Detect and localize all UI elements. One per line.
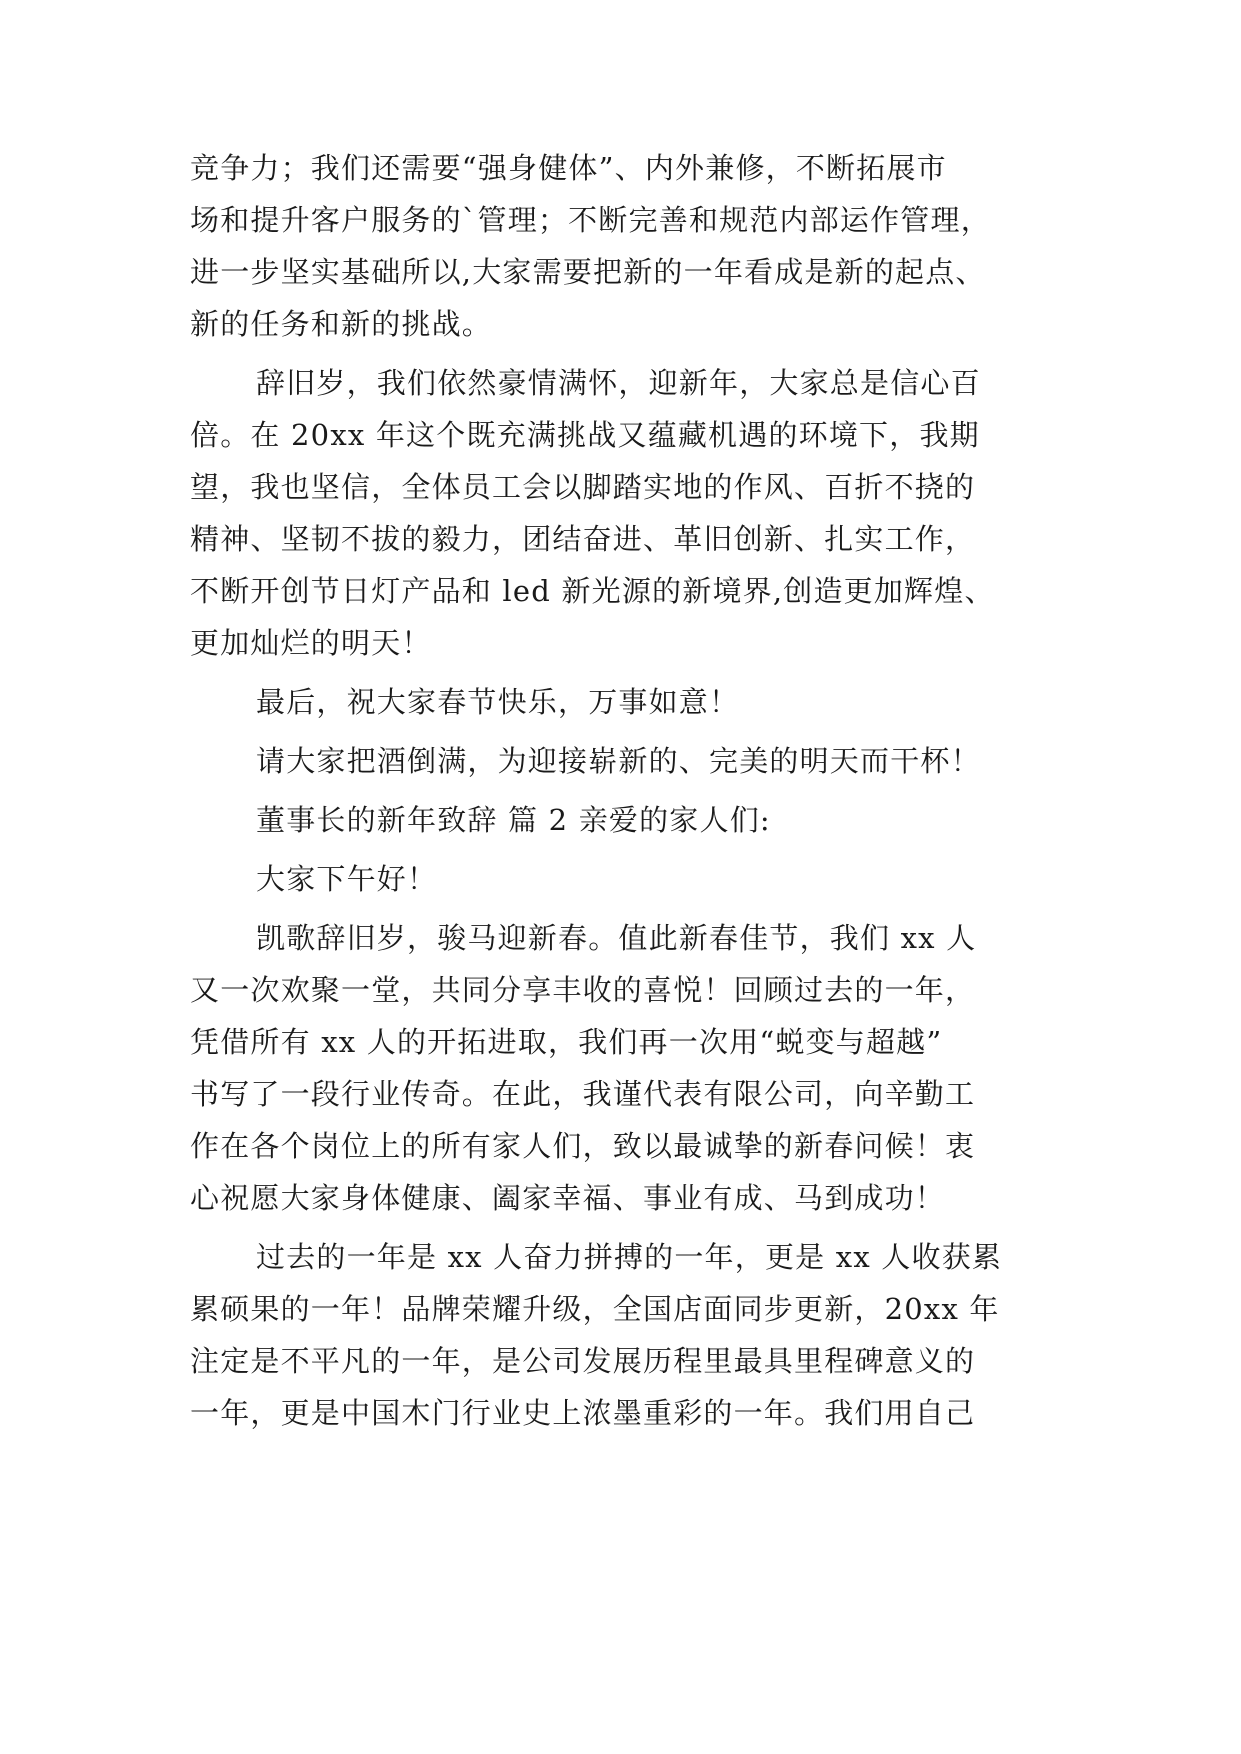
paragraph-start-line: 辞旧岁，我们依然豪情满怀，迎新年，大家总是信心百 — [256, 366, 981, 400]
text-line: 注定是不平凡的一年，是公司发展历程里最具里程碑意义的 — [190, 1344, 976, 1378]
paragraph-start-line: 凯歌辞旧岁，骏马迎新春。值此新春佳节，我们 xx 人 — [256, 921, 977, 955]
text-line: 不断开创节日灯产品和 led 新光源的新境界,创造更加辉煌、 — [190, 574, 995, 608]
paragraph-start-line: 最后，祝大家春节快乐，万事如意！ — [256, 685, 740, 719]
text-line: 又一次欢聚一堂，共同分享丰收的喜悦！回顾过去的一年， — [190, 973, 976, 1007]
text-line: 作在各个岗位上的所有家人们，致以最诚挚的新春问候！衷 — [190, 1129, 976, 1163]
section-heading-line: 董事长的新年致辞 篇 2 亲爱的家人们: — [256, 803, 771, 837]
text-line: 心祝愿大家身体健康、阖家幸福、事业有成、马到成功！ — [190, 1181, 946, 1215]
text-line: 累硕果的一年！品牌荣耀升级，全国店面同步更新，20xx 年 — [190, 1292, 1000, 1326]
text-line: 一年，更是中国木门行业史上浓墨重彩的一年。我们用自己 — [190, 1396, 976, 1430]
greeting-line: 大家下午好！ — [256, 862, 438, 896]
text-line: 竞争力；我们还需要“强身健体”、内外兼修，不断拓展市 — [190, 151, 947, 185]
paragraph-start-line: 请大家把酒倒满，为迎接崭新的、完美的明天而干杯！ — [256, 744, 981, 778]
text-line: 凭借所有 xx 人的开拓进取，我们再一次用“蜕变与超越” — [190, 1025, 943, 1059]
text-line: 新的任务和新的挑战。 — [190, 307, 493, 341]
text-line: 倍。在 20xx 年这个既充满挑战又蕴藏机遇的环境下，我期 — [190, 418, 980, 452]
text-line: 进一步坚实基础所以,大家需要把新的一年看成是新的起点、 — [190, 255, 986, 289]
text-line: 场和提升客户服务的`管理；不断完善和规范内部运作管理， — [190, 203, 991, 237]
text-line: 望，我也坚信，全体员工会以脚踏实地的作风、百折不挠的 — [190, 470, 976, 504]
text-line: 书写了一段行业传奇。在此，我谨代表有限公司，向辛勤工 — [190, 1077, 976, 1111]
text-line: 精神、坚韧不拔的毅力，团结奋进、革旧创新、扎实工作， — [190, 522, 976, 556]
text-line: 更加灿烂的明天！ — [190, 626, 432, 660]
paragraph-start-line: 过去的一年是 xx 人奋力拼搏的一年，更是 xx 人收获累 — [256, 1240, 1003, 1274]
